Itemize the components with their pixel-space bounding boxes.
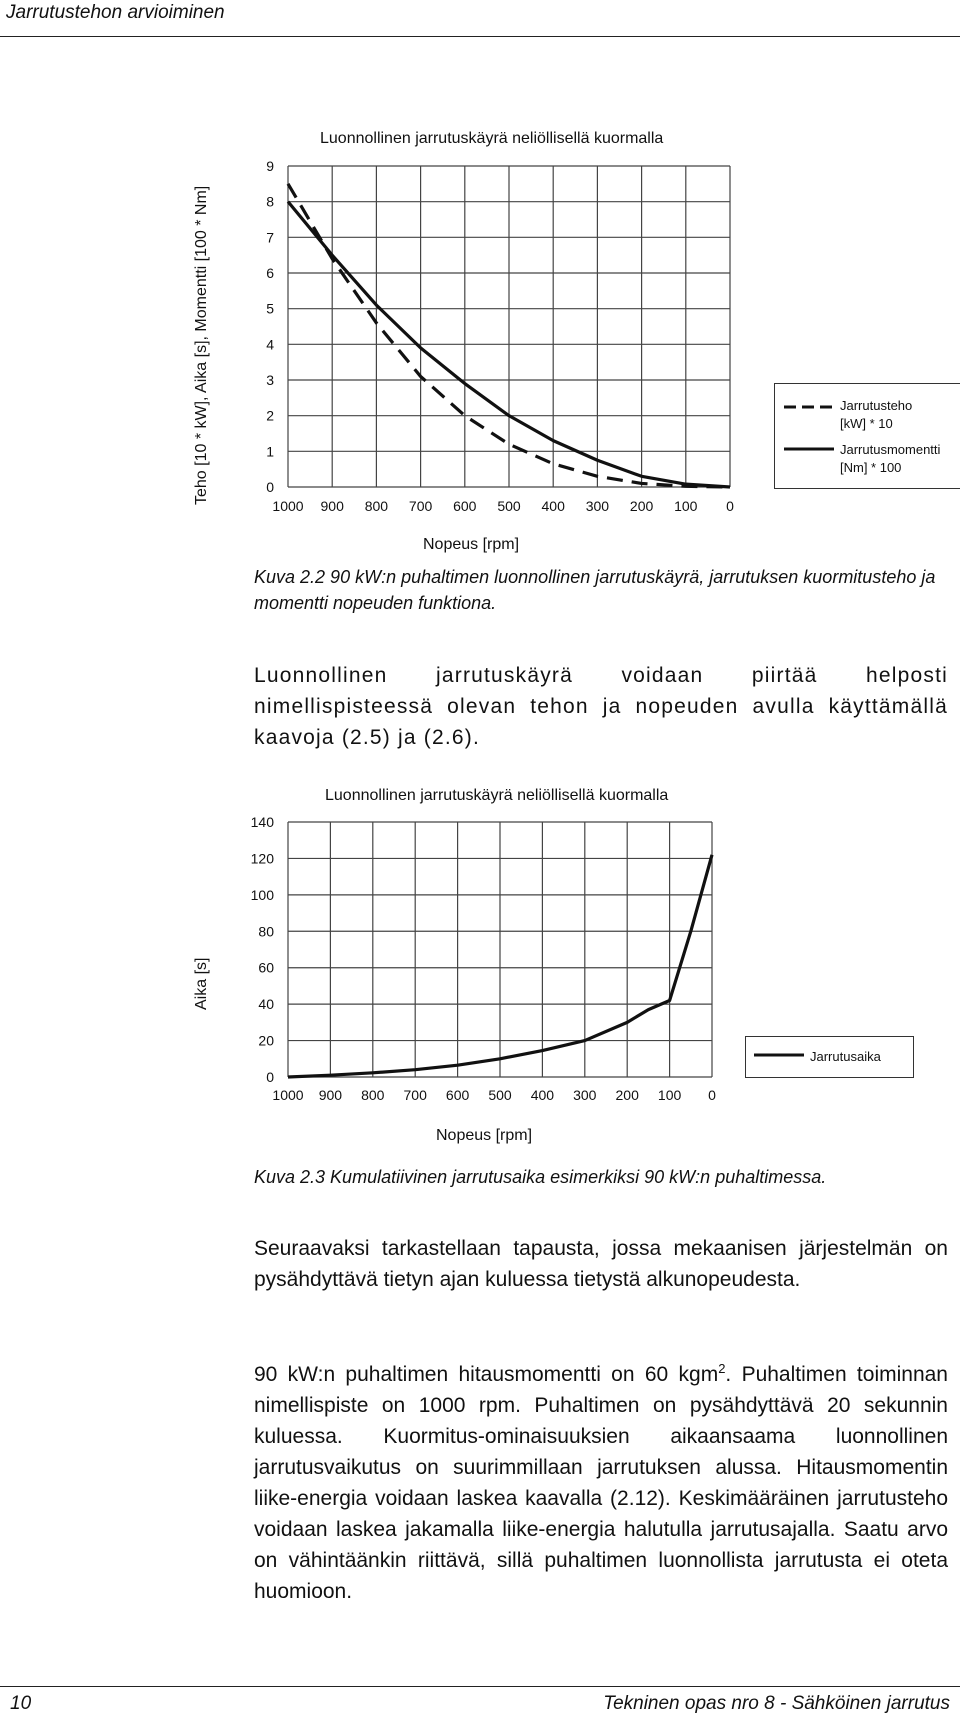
y-tick-label: 60 <box>258 959 274 976</box>
y-tick-label: 0 <box>266 479 274 495</box>
y-tick-label: 1 <box>266 443 274 460</box>
y-tick-label: 2 <box>266 407 274 424</box>
paragraph-natural-braking-curve: Luonnollinen jarrutuskäyrä voidaan piirtää helposti nimellispisteessä olevan tehon ja nopeuden avulla käyttämällä kaavoja (2.5) ja (2.6). <box>254 664 948 749</box>
chart1-legend <box>774 383 960 489</box>
legend-item-power-line1: Jarrutusteho <box>840 398 913 413</box>
x-tick-label: 1000 <box>272 498 304 514</box>
y-tick-label: 40 <box>258 996 274 1013</box>
chart1-y-axis-label: Teho [10 * kW], Aika [s], Momentti [100 * Nm] <box>193 185 210 505</box>
x-tick-label: 200 <box>629 498 654 514</box>
legend-solid-line-swatch <box>754 1052 806 1058</box>
page-header-title: Jarrutustehon arvioiminen <box>6 2 225 23</box>
x-tick-label: 300 <box>585 498 610 514</box>
x-tick-label: 600 <box>453 498 477 514</box>
x-tick-label: 400 <box>541 498 565 514</box>
x-tick-label: 1000 <box>272 1087 304 1103</box>
figure-caption-2-3: Kuva 2.3 Kumulatiivinen jarrutusaika esimerkiksi 90 kW:n puhaltimessa. <box>254 1167 827 1187</box>
chart2-legend <box>745 1036 914 1078</box>
x-tick-label: 900 <box>320 498 344 514</box>
y-tick-label: 80 <box>258 923 274 940</box>
x-tick-label: 100 <box>657 1087 682 1103</box>
chart1-title: Luonnollinen jarrutuskäyrä neliöllisellä kuormalla <box>320 130 664 147</box>
x-tick-label: 0 <box>708 1087 716 1103</box>
paragraph-fan-example <box>254 1353 948 1607</box>
chart2-y-axis-label: Aika [s] <box>193 957 210 1010</box>
paragraph-fan-example-rest: . Puhaltimen toiminnan nimellispiste on 1000 rpm. Puhaltimen on pysähdyttävä 20 sekunnin kuluessa. Kuormitus-ominaisuuksien aikaansaama luonnollinen jarrutusvaikutus on suurimmillaan jarrutuksen alussa. Hitausmomentin liike-energia voidaan laskea kaavalla (2.12). Keskimääräinen jarrutusteho voidaan laskea jakamalla liike-energia halutulla jarrutusajalla. Saatu arvo on vähintäänkin riittävä, sillä puhaltimen luonnollista jarrutusta ei oteta huomioon. <box>254 1363 948 1603</box>
chart1-x-axis-label: Nopeus [rpm] <box>423 536 520 553</box>
legend-dashed-line-swatch <box>784 404 836 410</box>
y-tick-label: 4 <box>266 336 274 353</box>
legend-solid-line-swatch <box>784 446 836 452</box>
y-tick-label: 7 <box>266 229 274 246</box>
x-tick-label: 900 <box>318 1087 343 1103</box>
paragraph-fan-example-start: 90 kW:n puhaltimen hitausmomentti on 60 kgm <box>254 1363 719 1386</box>
y-tick-label: 100 <box>250 886 274 903</box>
legend-item-braking-time: Jarrutusaika <box>810 1049 881 1064</box>
legend-item-power-line2: [kW] * 10 <box>840 416 893 431</box>
footer-rule <box>0 1686 960 1687</box>
y-tick-label: 120 <box>250 850 274 867</box>
chart2-x-axis-label: Nopeus [rpm] <box>436 1127 533 1144</box>
y-tick-label: 3 <box>266 372 274 388</box>
y-tick-label: 8 <box>266 193 274 210</box>
legend-item-torque-line1: Jarrutusmomentti <box>840 442 941 457</box>
x-tick-label: 700 <box>403 1087 427 1103</box>
x-tick-label: 500 <box>497 498 521 514</box>
x-tick-label: 0 <box>726 498 734 514</box>
legend-item-torque-line2: [Nm] * 100 <box>840 460 902 475</box>
chart2-title: Luonnollinen jarrutuskäyrä neliöllisellä kuormalla <box>325 787 669 804</box>
x-tick-label: 700 <box>408 498 433 514</box>
footer-document-title: Tekninen opas nro 8 - Sähköinen jarrutus <box>603 1693 950 1714</box>
superscript-2: 2 <box>718 1361 726 1376</box>
y-tick-label: 9 <box>266 158 274 174</box>
page-number: 10 <box>10 1693 32 1714</box>
x-tick-label: 600 <box>445 1087 470 1103</box>
y-tick-label: 20 <box>258 1032 274 1049</box>
x-tick-label: 300 <box>573 1087 597 1103</box>
paragraph-braking-case: Seuraavaksi tarkastellaan tapausta, jossa mekaanisen järjestelmän on pysähdyttävä tietyn ajan kuluessa tietystä alkunopeudesta. <box>254 1237 948 1291</box>
y-tick-label: 0 <box>266 1069 274 1085</box>
y-tick-label: 6 <box>266 265 274 281</box>
x-tick-label: 500 <box>488 1087 512 1103</box>
y-tick-label: 5 <box>266 300 274 317</box>
figure-caption-2-2: Kuva 2.2 90 kW:n puhaltimen luonnollinen jarrutuskäyrä, jarrutuksen kuormitusteho ja momentti nopeuden funktiona. <box>254 567 936 613</box>
x-tick-label: 800 <box>361 1087 385 1103</box>
x-tick-label: 200 <box>615 1087 639 1103</box>
y-tick-label: 140 <box>250 814 274 830</box>
x-tick-label: 100 <box>674 498 698 514</box>
x-tick-label: 800 <box>364 498 389 514</box>
x-tick-label: 400 <box>530 1087 555 1103</box>
